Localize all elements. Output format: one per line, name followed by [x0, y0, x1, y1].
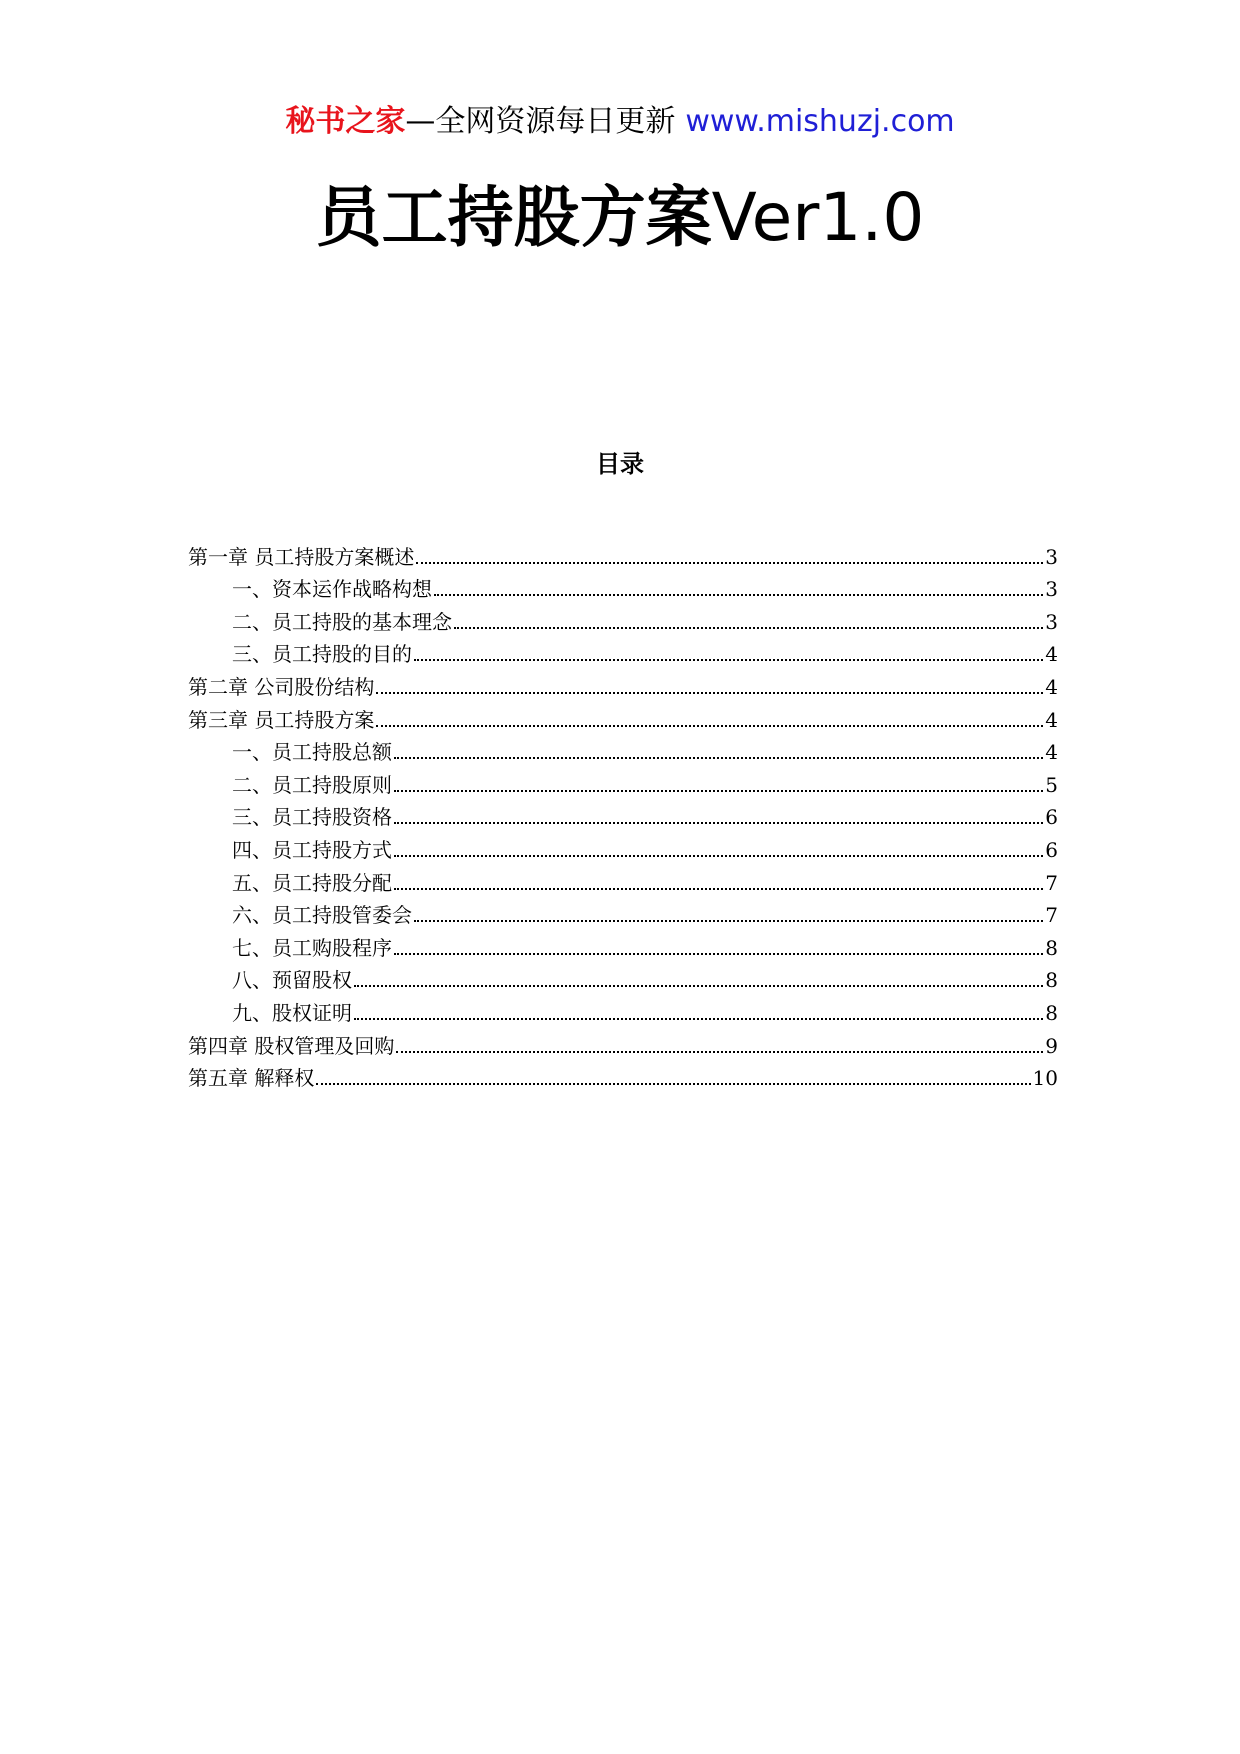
toc-entry[interactable] [188, 929, 1058, 962]
toc-entry-label: 第二章 公司股份结构 [188, 674, 375, 699]
document-version: Ver1.0 [711, 179, 925, 256]
toc-entry-label: 一、员工持股总额 [232, 740, 392, 765]
toc-entry-page: 4 [1045, 674, 1058, 699]
toc-entry-label: 第四章 股权管理及回购 [188, 1033, 395, 1058]
toc-entry-label: 七、员工购股程序 [232, 935, 392, 960]
toc-entry-label: 三、员工持股资格 [232, 805, 392, 830]
toc-dot-leader [376, 725, 1043, 727]
banner-tagline: —全网资源每日更新 [405, 104, 676, 139]
toc-entry[interactable] [188, 1060, 1058, 1093]
toc-dot-leader [414, 920, 1043, 922]
toc-dot-leader [394, 953, 1043, 955]
toc-entry-label: 第五章 解释权 [188, 1066, 315, 1091]
toc-entry[interactable] [188, 538, 1058, 571]
toc-entry[interactable] [188, 799, 1058, 832]
toc-entry[interactable] [188, 994, 1058, 1027]
toc-entry[interactable] [188, 734, 1058, 767]
toc-entry[interactable] [188, 962, 1058, 995]
toc-entry[interactable] [188, 831, 1058, 864]
toc-entry-page: 4 [1045, 642, 1058, 667]
toc-entry[interactable] [188, 897, 1058, 930]
toc-entry-page: 3 [1045, 544, 1058, 569]
toc-entry-page: 7 [1045, 903, 1058, 928]
toc-dot-leader [394, 888, 1043, 890]
toc-entry[interactable] [188, 1027, 1058, 1060]
toc-entry-page: 7 [1045, 870, 1058, 895]
table-of-contents [188, 538, 1058, 1092]
toc-dot-leader [394, 757, 1043, 759]
toc-dot-leader [316, 1083, 1030, 1085]
toc-dot-leader [434, 594, 1043, 596]
toc-entry-page: 4 [1045, 740, 1058, 765]
toc-entry-page: 8 [1045, 935, 1058, 960]
toc-entry-label: 第三章 员工持股方案 [188, 707, 375, 732]
toc-entry[interactable] [188, 603, 1058, 636]
toc-entry-label: 三、员工持股的目的 [232, 642, 412, 667]
toc-entry-label: 二、员工持股的基本理念 [232, 609, 452, 634]
site-banner [0, 100, 1240, 144]
document-title [0, 178, 1240, 258]
toc-entry-page: 4 [1045, 707, 1058, 732]
toc-entry-page: 8 [1045, 1000, 1058, 1025]
toc-entry-label: 五、员工持股分配 [232, 870, 392, 895]
toc-entry[interactable] [188, 766, 1058, 799]
toc-dot-leader [394, 822, 1043, 824]
toc-entry-label: 一、资本运作战略构想 [232, 577, 432, 602]
site-url-link[interactable]: www.mishuzj.com [685, 104, 955, 139]
toc-entry[interactable] [188, 571, 1058, 604]
brand-name: 秘书之家 [285, 104, 406, 139]
toc-entry-label: 八、预留股权 [232, 968, 352, 993]
toc-dot-leader [376, 692, 1043, 694]
toc-entry-page: 3 [1045, 609, 1058, 634]
toc-dot-leader [354, 985, 1043, 987]
toc-entry-page: 10 [1032, 1066, 1058, 1091]
toc-entry-label: 六、员工持股管委会 [232, 903, 412, 928]
toc-entry[interactable] [188, 864, 1058, 897]
toc-entry-page: 6 [1045, 805, 1058, 830]
document-title-text: 员工持股方案 [315, 179, 712, 256]
toc-dot-leader [454, 627, 1043, 629]
toc-entry-label: 四、员工持股方式 [232, 837, 392, 862]
toc-entry[interactable] [188, 668, 1058, 701]
toc-dot-leader [396, 1051, 1043, 1053]
toc-entry-page: 6 [1045, 837, 1058, 862]
toc-entry-label: 二、员工持股原则 [232, 772, 392, 797]
toc-entry[interactable] [188, 636, 1058, 669]
toc-entry-label: 九、股权证明 [232, 1000, 352, 1025]
toc-heading: 目录 [596, 450, 644, 478]
toc-dot-leader [416, 562, 1043, 564]
toc-entry-page: 3 [1045, 577, 1058, 602]
toc-dot-leader [394, 790, 1043, 792]
toc-dot-leader [354, 1018, 1043, 1020]
toc-entry-label: 第一章 员工持股方案概述 [188, 544, 415, 569]
toc-entry[interactable] [188, 701, 1058, 734]
toc-dot-leader [394, 855, 1043, 857]
toc-entry-page: 5 [1045, 772, 1058, 797]
toc-entry-page: 8 [1045, 968, 1058, 993]
toc-entry-page: 9 [1045, 1033, 1058, 1058]
toc-dot-leader [414, 659, 1043, 661]
